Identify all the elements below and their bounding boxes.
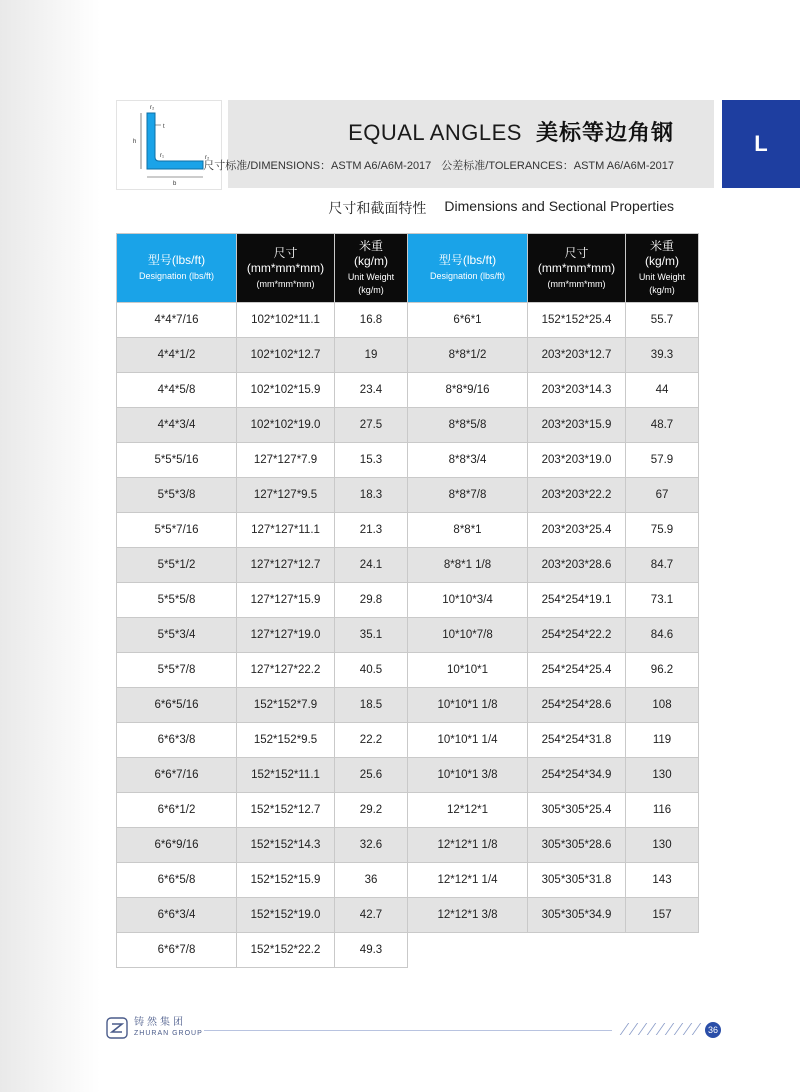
table-row <box>117 933 699 968</box>
page-left-shade <box>0 0 100 1092</box>
empty-cell <box>626 933 699 968</box>
empty-cell <box>528 933 626 968</box>
left-dimension-cell: 152*152*19.0 <box>237 898 335 933</box>
table-row <box>117 828 699 863</box>
table-row <box>117 793 699 828</box>
table-row <box>117 898 699 933</box>
right-dimension-cell: 305*305*28.6 <box>528 828 626 863</box>
left-dimension-cell: 152*152*7.9 <box>237 688 335 723</box>
title-chinese: 美标等边角钢 <box>535 120 674 145</box>
right-weight-cell: 130 <box>626 758 699 793</box>
table-body <box>117 303 699 968</box>
table-row <box>117 443 699 478</box>
right-designation-cell: 8*8*1 <box>408 513 528 548</box>
table-row <box>117 583 699 618</box>
right-designation-cell: 8*8*7/8 <box>408 478 528 513</box>
table-row <box>117 373 699 408</box>
left-dimension-cell: 127*127*15.9 <box>237 583 335 618</box>
right-weight-cell: 57.9 <box>626 443 699 478</box>
right-dimension-cell: 254*254*19.1 <box>528 583 626 618</box>
table-row <box>117 758 699 793</box>
page-number: 36 <box>705 1022 721 1038</box>
table-row <box>117 513 699 548</box>
left-designation-cell: 5*5*5/8 <box>117 583 237 618</box>
diagram-label-b: b <box>173 181 177 187</box>
diagram-label-r2-right: r₂ <box>205 155 210 161</box>
diagram-label-h: h <box>133 139 137 145</box>
left-weight-cell: 23.4 <box>335 373 408 408</box>
right-weight-cell: 96.2 <box>626 653 699 688</box>
left-dimension-cell: 127*127*11.1 <box>237 513 335 548</box>
right-designation-cell: 8*8*9/16 <box>408 373 528 408</box>
right-weight-cell: 108 <box>626 688 699 723</box>
footer-hatch-decoration <box>620 1023 702 1037</box>
table-row <box>117 863 699 898</box>
left-designation-cell: 6*6*7/8 <box>117 933 237 968</box>
left-designation-cell: 6*6*9/16 <box>117 828 237 863</box>
left-weight-cell: 29.2 <box>335 793 408 828</box>
left-weight-cell: 29.8 <box>335 583 408 618</box>
left-designation-cell: 5*5*5/16 <box>117 443 237 478</box>
header-dimension-en: (mm*mm*mm) <box>547 278 606 289</box>
right-weight-cell: 143 <box>626 863 699 898</box>
company-name-en: ZHURAN GROUP <box>134 1030 203 1037</box>
left-weight-cell: 21.3 <box>335 513 408 548</box>
table-row <box>117 408 699 443</box>
right-designation-cell: 6*6*1 <box>408 303 528 338</box>
right-designation-cell: 10*10*3/4 <box>408 583 528 618</box>
right-weight-cell: 44 <box>626 373 699 408</box>
left-designation-cell: 5*5*3/8 <box>117 478 237 513</box>
header-weight-cn: 米重 <box>649 239 674 253</box>
header-weight-unit: (kg/m) <box>645 254 679 268</box>
diagram-label-r2-top: r₂ <box>150 105 155 111</box>
header-designation-en: Designation (lbs/ft) <box>138 271 215 281</box>
angle-profile-icon <box>117 101 221 189</box>
left-designation-cell: 5*5*1/2 <box>117 548 237 583</box>
left-weight-cell: 24.1 <box>335 548 408 583</box>
left-dimension-cell: 152*152*11.1 <box>237 758 335 793</box>
left-designation-cell: 6*6*3/4 <box>117 898 237 933</box>
header-dimension-cn: 尺寸(mm*mm*mm) <box>537 245 616 275</box>
header-weight-left <box>335 234 408 303</box>
header-weight-cn: 米重 <box>358 239 383 253</box>
right-dimension-cell: 305*305*34.9 <box>528 898 626 933</box>
table-row <box>117 548 699 583</box>
section-tab: L <box>722 100 800 188</box>
right-dimension-cell: 254*254*25.4 <box>528 653 626 688</box>
subtitle-english: Dimensions and Sectional Properties <box>444 198 674 214</box>
left-designation-cell: 6*6*5/16 <box>117 688 237 723</box>
left-weight-cell: 36 <box>335 863 408 898</box>
header-designation-cn: 型号(lbs/ft) <box>438 253 497 267</box>
left-dimension-cell: 127*127*7.9 <box>237 443 335 478</box>
right-designation-cell: 12*12*1 1/8 <box>408 828 528 863</box>
table-row <box>117 688 699 723</box>
left-designation-cell: 6*6*3/8 <box>117 723 237 758</box>
header-weight-right <box>626 234 699 303</box>
equal-angles-table <box>116 233 699 968</box>
right-weight-cell: 55.7 <box>626 303 699 338</box>
dimensions-standard: 尺寸标准/DIMENSIONS：ASTM A6/A6M-2017 <box>203 160 432 172</box>
header-designation-cn: 型号(lbs/ft) <box>147 253 206 267</box>
left-dimension-cell: 127*127*12.7 <box>237 548 335 583</box>
right-dimension-cell: 305*305*31.8 <box>528 863 626 898</box>
page-title <box>348 116 674 147</box>
right-weight-cell: 84.7 <box>626 548 699 583</box>
right-designation-cell: 10*10*1 <box>408 653 528 688</box>
table-row <box>117 618 699 653</box>
right-weight-cell: 157 <box>626 898 699 933</box>
right-weight-cell: 67 <box>626 478 699 513</box>
right-designation-cell: 8*8*1 1/8 <box>408 548 528 583</box>
left-weight-cell: 27.5 <box>335 408 408 443</box>
left-weight-cell: 25.6 <box>335 758 408 793</box>
angle-section-diagram <box>116 100 222 190</box>
left-dimension-cell: 102*102*12.7 <box>237 338 335 373</box>
left-weight-cell: 18.5 <box>335 688 408 723</box>
header-designation-right <box>408 234 528 303</box>
right-weight-cell: 130 <box>626 828 699 863</box>
table-row <box>117 478 699 513</box>
table-row <box>117 303 699 338</box>
right-dimension-cell: 203*203*15.9 <box>528 408 626 443</box>
right-dimension-cell: 305*305*25.4 <box>528 793 626 828</box>
tolerances-standard: 公差标准/TOLERANCES：ASTM A6/A6M-2017 <box>441 160 674 172</box>
left-dimension-cell: 152*152*15.9 <box>237 863 335 898</box>
table-row <box>117 653 699 688</box>
subtitle-chinese: 尺寸和截面特性 <box>328 200 427 216</box>
left-weight-cell: 35.1 <box>335 618 408 653</box>
left-dimension-cell: 152*152*9.5 <box>237 723 335 758</box>
zhuran-logo-icon <box>106 1017 128 1039</box>
right-designation-cell: 12*12*1 <box>408 793 528 828</box>
right-weight-cell: 116 <box>626 793 699 828</box>
left-designation-cell: 4*4*3/4 <box>117 408 237 443</box>
diagram-label-t: t <box>163 124 165 130</box>
left-weight-cell: 16.8 <box>335 303 408 338</box>
left-designation-cell: 6*6*7/16 <box>117 758 237 793</box>
left-weight-cell: 32.6 <box>335 828 408 863</box>
left-weight-cell: 15.3 <box>335 443 408 478</box>
left-dimension-cell: 102*102*19.0 <box>237 408 335 443</box>
right-weight-cell: 39.3 <box>626 338 699 373</box>
left-designation-cell: 4*4*5/8 <box>117 373 237 408</box>
left-designation-cell: 4*4*1/2 <box>117 338 237 373</box>
right-dimension-cell: 203*203*28.6 <box>528 548 626 583</box>
left-designation-cell: 5*5*7/16 <box>117 513 237 548</box>
right-dimension-cell: 203*203*25.4 <box>528 513 626 548</box>
left-weight-cell: 42.7 <box>335 898 408 933</box>
right-weight-cell: 119 <box>626 723 699 758</box>
left-weight-cell: 22.2 <box>335 723 408 758</box>
right-weight-cell: 75.9 <box>626 513 699 548</box>
left-dimension-cell: 152*152*14.3 <box>237 828 335 863</box>
left-dimension-cell: 127*127*19.0 <box>237 618 335 653</box>
header-dimension-left <box>237 234 335 303</box>
right-designation-cell: 12*12*1 3/8 <box>408 898 528 933</box>
left-dimension-cell: 127*127*22.2 <box>237 653 335 688</box>
table-header-row <box>117 234 699 303</box>
header-dimension-en: (mm*mm*mm) <box>256 278 315 289</box>
header-weight-unit: (kg/m) <box>354 254 388 268</box>
header-designation-en: Designation (lbs/ft) <box>429 271 506 281</box>
title-english: EQUAL ANGLES <box>348 120 522 145</box>
right-dimension-cell: 152*152*25.4 <box>528 303 626 338</box>
right-designation-cell: 8*8*3/4 <box>408 443 528 478</box>
right-dimension-cell: 254*254*34.9 <box>528 758 626 793</box>
left-designation-cell: 6*6*5/8 <box>117 863 237 898</box>
right-designation-cell: 8*8*5/8 <box>408 408 528 443</box>
right-designation-cell: 12*12*1 1/4 <box>408 863 528 898</box>
left-weight-cell: 18.3 <box>335 478 408 513</box>
right-dimension-cell: 203*203*19.0 <box>528 443 626 478</box>
right-designation-cell: 10*10*7/8 <box>408 618 528 653</box>
right-dimension-cell: 203*203*14.3 <box>528 373 626 408</box>
right-dimension-cell: 254*254*28.6 <box>528 688 626 723</box>
footer-divider <box>204 1030 612 1031</box>
right-designation-cell: 10*10*1 1/4 <box>408 723 528 758</box>
header-dimension-right <box>528 234 626 303</box>
right-weight-cell: 48.7 <box>626 408 699 443</box>
left-dimension-cell: 127*127*9.5 <box>237 478 335 513</box>
company-name-cn: 铸然集团 <box>134 1017 186 1028</box>
left-dimension-cell: 152*152*12.7 <box>237 793 335 828</box>
right-dimension-cell: 254*254*22.2 <box>528 618 626 653</box>
header-dimension-cn: 尺寸(mm*mm*mm) <box>246 245 325 275</box>
right-weight-cell: 73.1 <box>626 583 699 618</box>
standards-line <box>203 157 674 173</box>
left-dimension-cell: 152*152*22.2 <box>237 933 335 968</box>
right-dimension-cell: 203*203*22.2 <box>528 478 626 513</box>
left-designation-cell: 6*6*1/2 <box>117 793 237 828</box>
left-weight-cell: 40.5 <box>335 653 408 688</box>
table-subtitle <box>328 198 674 218</box>
header-weight-en: Unit Weight (kg/m) <box>638 272 686 295</box>
table-row <box>117 723 699 758</box>
left-dimension-cell: 102*102*11.1 <box>237 303 335 338</box>
right-designation-cell: 10*10*1 1/8 <box>408 688 528 723</box>
left-designation-cell: 5*5*7/8 <box>117 653 237 688</box>
company-logo <box>106 1017 203 1039</box>
header-weight-en: Unit Weight (kg/m) <box>347 272 395 295</box>
header-designation-left <box>117 234 237 303</box>
left-weight-cell: 19 <box>335 338 408 373</box>
table-row <box>117 338 699 373</box>
diagram-label-r1: r₁ <box>160 153 165 159</box>
left-designation-cell: 4*4*7/16 <box>117 303 237 338</box>
right-designation-cell: 10*10*1 3/8 <box>408 758 528 793</box>
left-weight-cell: 49.3 <box>335 933 408 968</box>
empty-cell <box>408 933 528 968</box>
right-dimension-cell: 254*254*31.8 <box>528 723 626 758</box>
right-weight-cell: 84.6 <box>626 618 699 653</box>
left-designation-cell: 5*5*3/4 <box>117 618 237 653</box>
left-dimension-cell: 102*102*15.9 <box>237 373 335 408</box>
right-dimension-cell: 203*203*12.7 <box>528 338 626 373</box>
right-designation-cell: 8*8*1/2 <box>408 338 528 373</box>
